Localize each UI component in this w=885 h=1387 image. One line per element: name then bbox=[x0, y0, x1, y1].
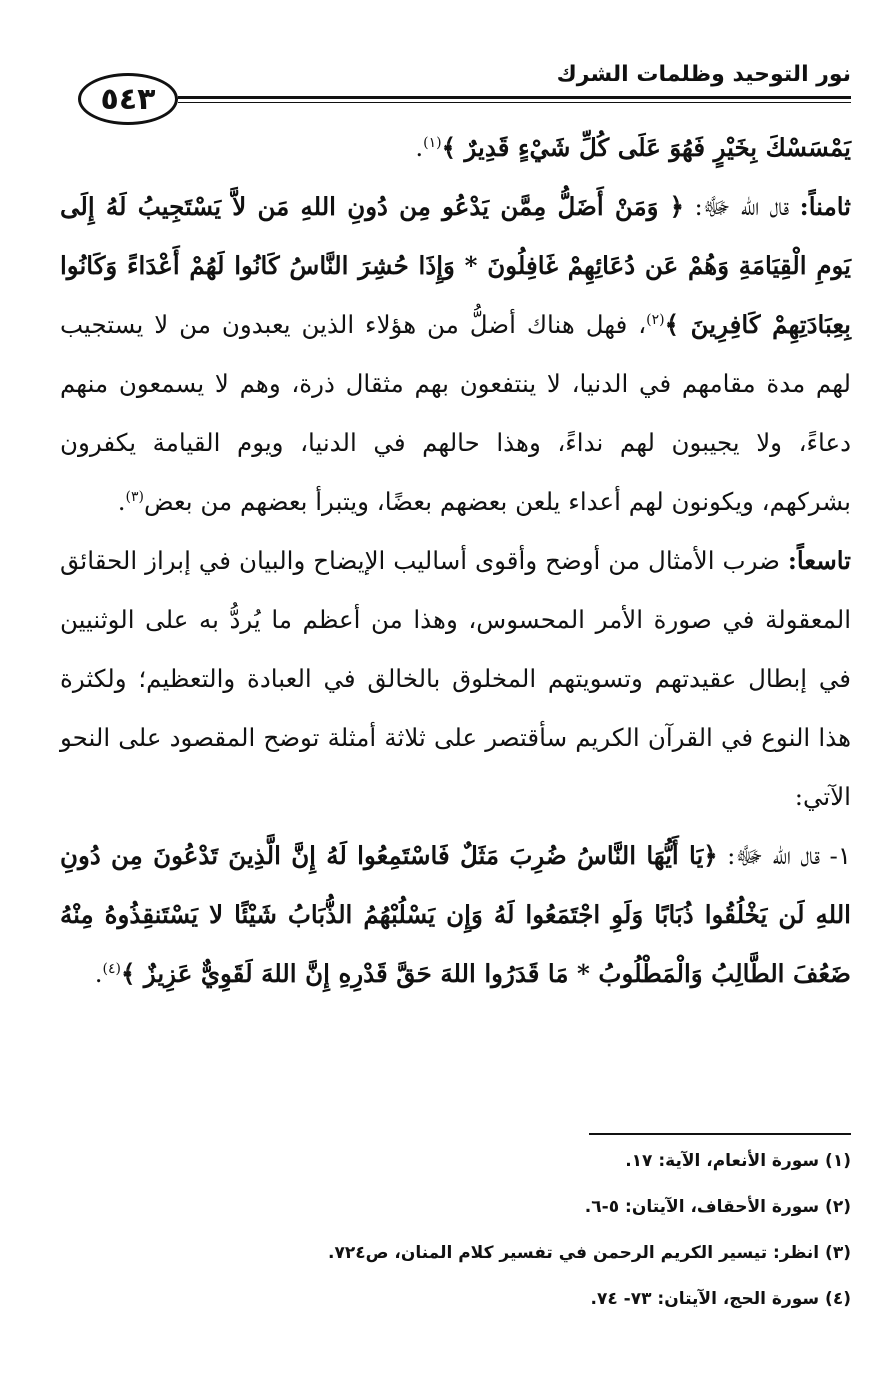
paragraph-text: ، فهل هناك أضلُّ من هؤلاء الذين يعبدون من لا يستجيب لهم مدة مقامهم في الدنيا، لا ينتفعون بهم مثقال ذرة، وهم لا يسمعون منهم دعاءً، ولا يجيبون لهم نداءً، وهذا حالهم في الدنيا، ويوم القيامة يكفرون بشركهم، ويكونون لهم أعداء يلعن بعضهم بعضًا، ويتبرأ بعضهم من بعض bbox=[60, 310, 851, 516]
main-text bbox=[60, 118, 851, 1003]
footnote-ref: (٤) bbox=[102, 960, 121, 977]
quran-verse: ﴿يَا أَيُّهَا النَّاسُ ضُرِبَ مَثَلٌ فَاسْتَمِعُوا لَهُ إِنَّ الَّذِينَ تَدْعُونَ مِن دُونِ اللهِ لَن يَخْلُقُوا ذُبَابًا وَلَوِ اجْتَمَعُوا لَهُ وَإِن يَسْلُبْهُمُ الذُّبَابُ شَيْئًا لا يَسْتَنقِذُوهُ مِنْهُ ضَعُفَ الطَّالِبُ وَالْمَطْلُوبُ * مَا قَدَرُوا اللهَ حَقَّ قَدْرِهِ إِنَّ اللهَ لَقَوِيٌّ عَزِيزٌ ﴾ bbox=[60, 841, 851, 988]
paragraph-1 bbox=[60, 118, 851, 177]
footnote-rule bbox=[589, 1133, 851, 1135]
paragraph-text: ضرب الأمثال من أوضح وأقوى أساليب الإيضاح والبيان في إبراز الحقائق المعقولة في صورة الأمر المحسوس، وهذا من أعظم ما يُردُّ به على الوثنيين في إبطال عقيدتهم وتسويتهم المخلوق بالخالق في العبادة والتعظيم؛ ولكثرة هذا النوع في القرآن الكريم سأقتصر على ثلاثة أمثلة توضح المقصود على النحو الآتي: bbox=[60, 546, 851, 811]
footnote-ref: (٣) bbox=[125, 488, 144, 505]
footnote-2: (٢) سورة الأحقاف، الآيتان: ٥-٦. bbox=[584, 1197, 851, 1217]
footnote-3: (٣) انظر: تيسير الكريم الرحمن في تفسير كلام المنان، ص٧٢٤. bbox=[328, 1243, 851, 1263]
header-rule bbox=[178, 96, 851, 99]
paragraph-end: . bbox=[94, 959, 103, 988]
page-number: ٥٤٣ bbox=[78, 73, 178, 125]
footnotes bbox=[60, 1138, 851, 1322]
paragraph-end: . bbox=[117, 487, 126, 516]
paragraph-4 bbox=[60, 826, 851, 1003]
footnote-ref: (١) bbox=[423, 134, 442, 151]
section-lead: تاسعاً: bbox=[787, 546, 851, 575]
footnote-4: (٤) سورة الحج، الآيتان: ٧٣- ٧٤. bbox=[590, 1289, 851, 1309]
section-lead: ثامناً: bbox=[799, 192, 851, 221]
verse-intro: ١- قال الله ﷻ: bbox=[717, 841, 851, 870]
quran-verse: ﴿ وَمَنْ أَضَلُّ مِمَّن يَدْعُو مِن دُونِ اللهِ مَن لاَّ يَسْتَجِيبُ لَهُ إِلَى يَومِ الْقِيَامَةِ وَهُمْ عَن دُعَائِهِمْ غَافِلُونَ * وَإِذَا حُشِرَ النَّاسُ كَانُوا لَهُمْ أَعْدَاءً وَكَانُوا بِعِبَادَتِهِمْ كَافِرِينَ ﴾ bbox=[60, 192, 851, 339]
footnote-ref: (٢) bbox=[646, 311, 665, 328]
running-title: نور التوحيد وظلمات الشرك bbox=[556, 62, 851, 87]
paragraph-3 bbox=[60, 531, 851, 826]
quran-verse: يَمْسَسْكَ بِخَيْرٍ فَهُوَ عَلَى كُلِّ شَيْءٍ قَدِيرٌ ﴾ bbox=[441, 133, 851, 162]
verse-intro: قال الله ﷻ: bbox=[684, 192, 800, 221]
paragraph-2 bbox=[60, 177, 851, 531]
paragraph-end: . bbox=[415, 133, 424, 162]
footnote-1: (١) سورة الأنعام، الآية: ١٧. bbox=[625, 1151, 851, 1171]
header-rule-thin bbox=[178, 102, 851, 103]
